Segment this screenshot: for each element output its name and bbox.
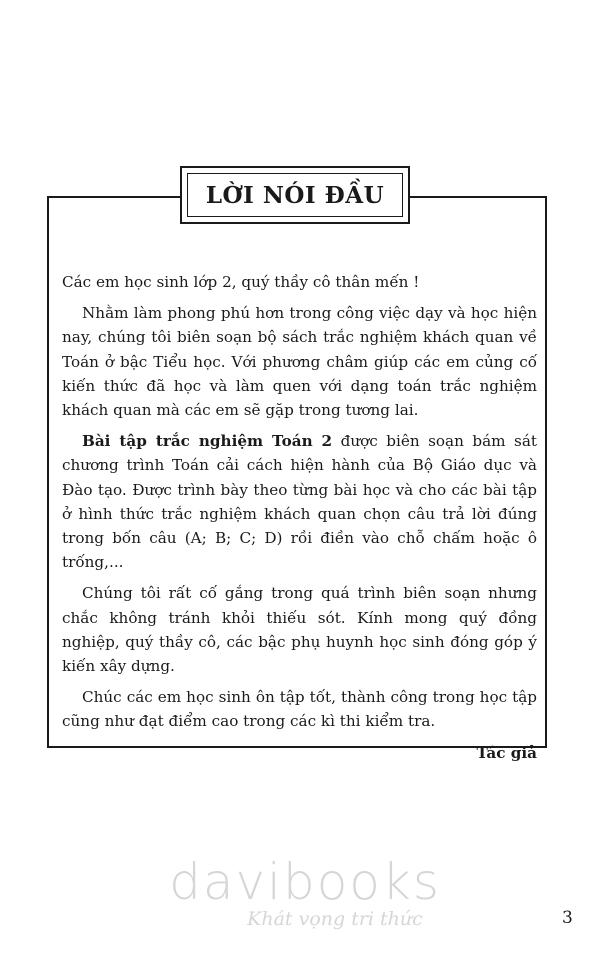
greeting-paragraph: Các em học sinh lớp 2, quý thầy cô thân mến ! <box>62 273 420 291</box>
book-title: Bài tập trắc nghiệm Toán 2 <box>82 432 333 451</box>
paragraph-4: Chúc các em học sinh ôn tập tốt, thành công trong học tập cũng như đạt điểm cao trong các kì thi kiểm tra. <box>62 688 537 731</box>
paragraph-1: Nhằm làm phong phú hơn trong công việc dạy và học hiện nay, chúng tôi biên soạn bộ sách trắc nghiệm khách quan về Toán ở bậc Tiểu học. Với phương châm giúp các em củng cố kiến thức đã học và làm quen với dạng toán trắc nghiệm khách quan mà các em sẽ gặp trong tương lai. <box>62 304 537 420</box>
paragraph-2 <box>62 429 537 574</box>
paragraph-3: Chúng tôi rất cố gắng trong quá trình biên soạn nhưng chắc không tránh khỏi thiếu sót. Kính mong quý đồng nghiệp, quý thầy cô, các bậc phụ huynh học sinh đóng góp ý kiến xây dựng. <box>62 584 537 676</box>
page-title: LỜI NÓI ĐẦU <box>205 181 385 209</box>
page-number: 3 <box>562 908 573 928</box>
watermark <box>155 852 455 930</box>
author-signature: Tác giả <box>476 743 537 762</box>
title-box <box>180 166 410 224</box>
watermark-brand: davibooks <box>169 853 441 911</box>
watermark-slogan: Khát vọng tri thức <box>247 908 423 930</box>
preface-body <box>62 270 537 772</box>
paragraph-2-text: được biên soạn bám sát chương trình Toán cải cách hiện hành của Bộ Giáo dục và Đào tạo. Được trình bày theo từng bài học và cho các bài tập ở hình thức trắc nghiệm khách quan chọn câu trả lời đúng trong bốn câu (A; B; C; D) rồi điền vào chỗ chấm hoặc ô trống,... <box>62 432 538 572</box>
